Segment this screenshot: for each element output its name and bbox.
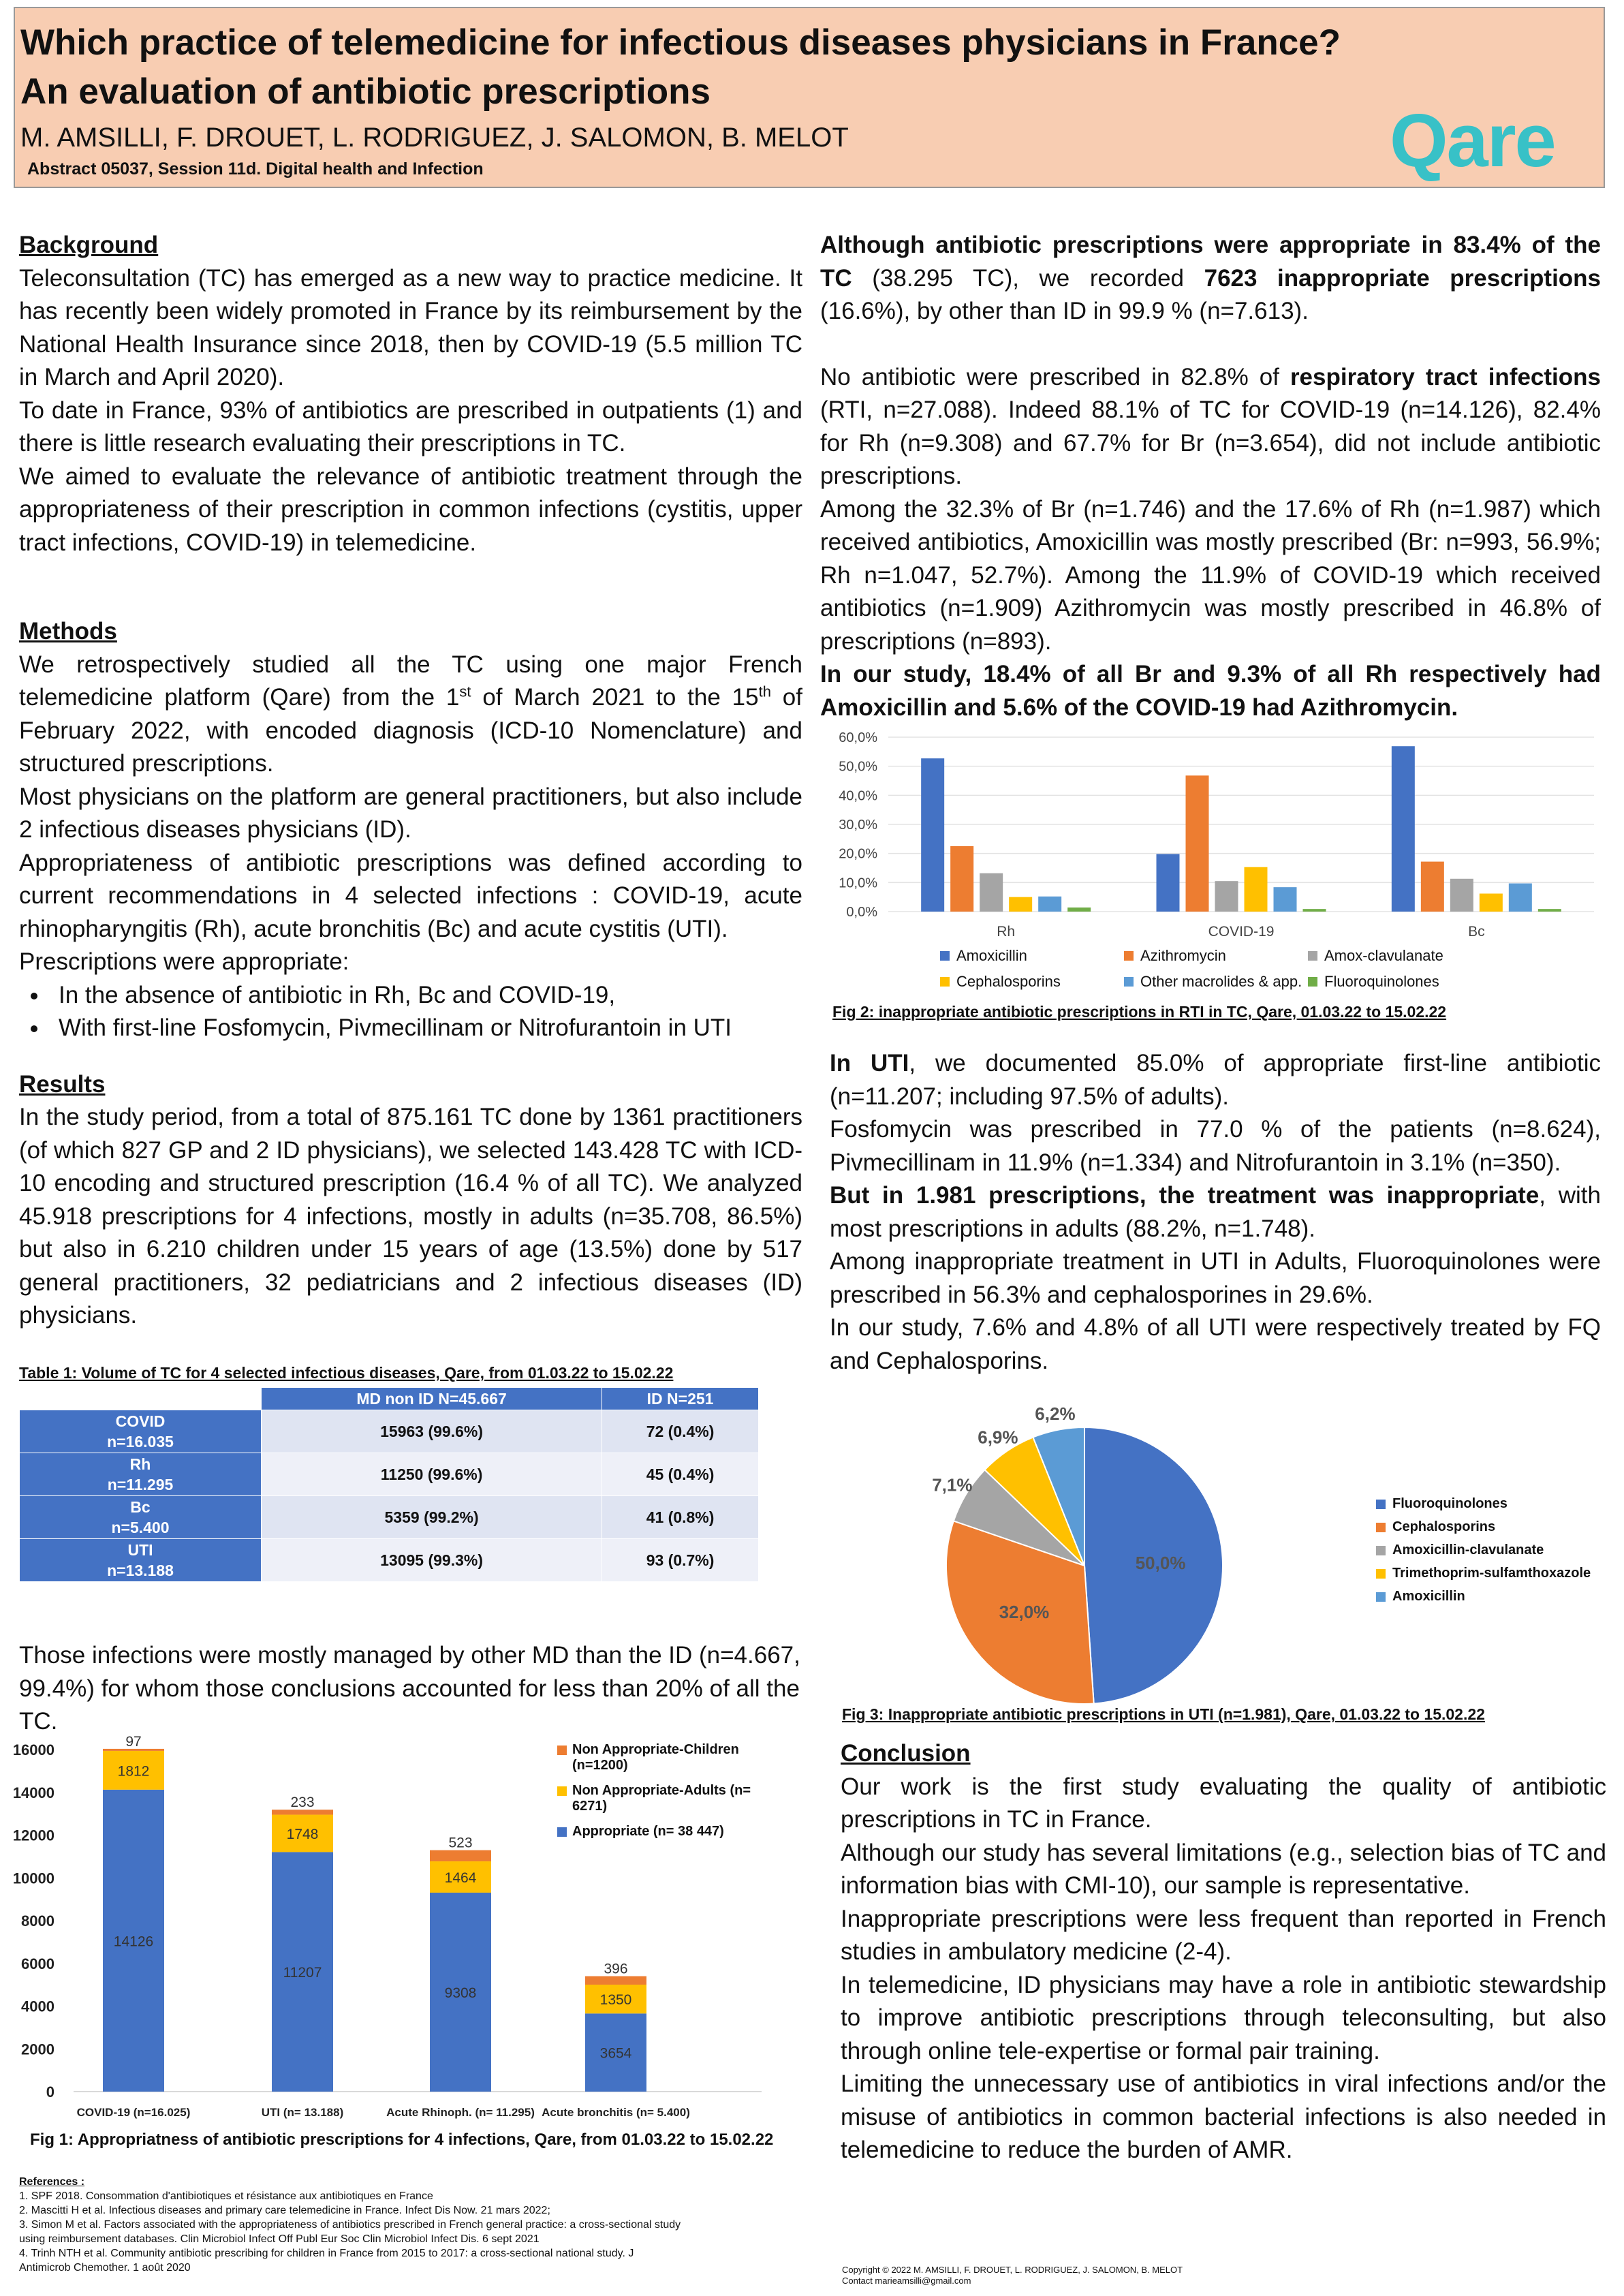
poster-title-line1: Which practice of telemedicine for infectious diseases physicians in France? <box>20 22 1341 63</box>
fig2-caption: Fig 2: inappropriate antibiotic prescriptions in RTI in TC, Qare, 01.03.22 to 15.02.22 <box>832 1003 1447 1021</box>
fig2-y-tick-label: 0,0% <box>846 905 877 920</box>
references <box>19 2175 823 2275</box>
background-heading: Background <box>19 232 159 258</box>
fig1-category-label: Acute Rhinoph. (n= 11.295) <box>386 2106 535 2119</box>
fig2-bar <box>1421 862 1444 912</box>
fig3-pie-chart <box>926 1403 1308 1701</box>
results-heading: Results <box>19 1070 106 1098</box>
fig3-legend-item: Fluoroquinolones <box>1392 1496 1508 1511</box>
results-p1: In the study period, from a total of 875.161 TC done by 1361 practitioners (of which 827 GP and 2 ID physicians), we selected 143.428 TC with ICD-10 encoding and structured prescription (16.4 % of all TC). We analyzed 45.918 prescriptions for 4 infections, mostly in adults (n=35.708, 86.5%) but also in 6.210 children under 15 years of age (13.5%) done by 517 general practitioners, 32 pediatricians and 2 infectious diseases (ID) physicians. <box>19 1104 802 1329</box>
copyright-line: Copyright © 2022 M. AMSILLI, F. DROUET, L. RODRIGUEZ, J. SALOMON, B. MELOT <box>842 2265 1183 2275</box>
reference-item: 1. SPF 2018. Consommation d'antibiotiques et résistance aux antibiotiques en France <box>19 2190 433 2202</box>
fig1-data-label: 233 <box>290 1795 315 1811</box>
fig2-legend-item: Cephalosporins <box>956 973 1061 990</box>
poster-title-line2: An evaluation of antibiotic prescriptions <box>20 72 711 112</box>
reference-item: 4. Trinh NTH et al. Community antibiotic prescribing for children in France from 2015 to 2017: a cross-sectional national study. J <box>19 2248 634 2259</box>
mostly-managed-text: Those infections were mostly managed by other MD than the ID (n=4.667, 99.4%) for whom those conclusions accounted for less than 20% of all the TC. <box>19 1642 800 1735</box>
background-p2: To date in France, 93% of antibiotics are prescribed in outpatients (1) and there is little research evaluating their prescriptions in TC. <box>19 397 802 456</box>
fig3-slice-label: 50,0% <box>1135 1553 1186 1574</box>
fig1-y-tick-label: 12000 <box>12 1827 54 1844</box>
fig2-bar <box>1067 907 1091 912</box>
uti-p2: Fosfomycin was prescribed in 77.0 % of the patients (n=8.624), Pivmecillinam in 11.9% (n=1.334) and Nitrofurantoin in 3.1% (n=350). <box>830 1116 1601 1176</box>
fig2-y-tick-label: 10,0% <box>839 875 877 891</box>
table1 <box>19 1387 759 1582</box>
fig1-bar-segment <box>430 1850 491 1861</box>
table-row: Rh n=11.295 11250 (99.6%) 45 (0.4%) <box>20 1453 759 1496</box>
fig2-category-label: Rh <box>997 924 1016 940</box>
fig3-slice-label: 7,1% <box>932 1474 973 1495</box>
fig3-legend <box>1376 1496 1591 1604</box>
conclusion-p5: Limiting the unnecessary use of antibiotics in viral infections and/or the misuse of antibiotics in common bacterial infections is also needed in telemedicine to reduce the burden of AMR. <box>841 2070 1606 2163</box>
conclusion-p4: In telemedicine, ID physicians may have a role in antibiotic stewardship to improve antibiotic prescriptions through teleconsulting, but also through online tele-expertise or formal pair training. <box>841 1971 1606 2064</box>
fig1-y-tick-label: 16000 <box>12 1741 54 1758</box>
fig1-data-label: 523 <box>448 1835 473 1851</box>
reference-item: 3. Simon M et al. Factors associated with the appropriateness of antibiotics prescribed in French general practice: a cross-sectional study <box>19 2219 681 2231</box>
fig2-y-tick-label: 20,0% <box>839 846 877 862</box>
fig2-legend <box>940 947 1471 991</box>
fig2-category-label: Bc <box>1468 924 1485 940</box>
left-column-text <box>19 229 802 1333</box>
fig1-data-label: 14126 <box>113 1934 154 1950</box>
fig2-bar <box>1009 897 1032 912</box>
methods-p4: Prescriptions were appropriate: <box>19 948 349 975</box>
fig1-data-label: 9308 <box>444 1985 477 2001</box>
rti-p2: Among the 32.3% of Br (n=1.746) and the 17.6% of Rh (n=1.987) which received antibiotics, Amoxicillin was mostly prescribed (Br: n=993, 56.9%; Rh n=1.047, 52.7%). Among the 11.9% of COVID-19 which received antibiotics (n=1.909) Azithromycin was mostly prescribed in 46.8% of prescriptions (n=893). <box>820 495 1601 655</box>
uti-p4: Among inappropriate treatment in UTI in Adults, Fluoroquinolones were prescribed in 56.3% and cephalosporines in 29.6%. <box>830 1248 1601 1308</box>
methods-heading: Methods <box>19 618 117 645</box>
results-summary-p1: Although antibiotic prescriptions were appropriate in 83.4% of the TC (38.295 TC), we recorded 7623 inappropriate prescriptions (16.6%), by other than ID in 99.9 % (n=7.613). <box>820 232 1602 324</box>
fig3-legend-item: Amoxicillin-clavulanate <box>1392 1542 1544 1557</box>
fig2-legend-item: Fluoroquinolones <box>1324 973 1439 990</box>
authors: M. AMSILLI, F. DROUET, L. RODRIGUEZ, J. SALOMON, B. MELOT <box>20 123 849 153</box>
conclusion-p3: Inappropriate prescriptions were less frequent than reported in French studies in ambulatory medicine (2-4). <box>841 1905 1606 1965</box>
fig2-bar <box>1215 881 1238 912</box>
fig1-y-tick-label: 8000 <box>21 1912 54 1929</box>
fig2-bar <box>1303 909 1326 912</box>
conclusion <box>841 1737 1606 2167</box>
reference-item: using reimbursement databases. Clin Microbiol Infect Off Publ Eur Soc Clin Microbiol Infect Dis. 6 sept 2021 <box>19 2233 540 2245</box>
fig2-bar <box>980 873 1003 912</box>
table-row: UTI n=13.188 13095 (99.3%) 93 (0.7%) <box>20 1539 759 1582</box>
methods-bullet: • With first-line Fosfomycin, Pivmecillinam or Nitrofurantoin in UTI <box>49 1012 802 1045</box>
contact-line: Contact marieamsilli@gmail.com <box>842 2276 971 2286</box>
fig2-y-tick-label: 60,0% <box>839 730 877 745</box>
uti-p1: In UTI, we documented 85.0% of appropriate first-line antibiotic (n=11.207; including 97.5% of adults). <box>830 1050 1601 1110</box>
fig2-bar <box>1538 909 1561 912</box>
fig1-data-label: 1350 <box>599 1992 632 2008</box>
fig2-y-tick-label: 40,0% <box>839 788 877 804</box>
fig1-y-tick-label: 0 <box>46 2083 54 2100</box>
table-row: Bc n=5.400 5359 (99.2%) 41 (0.8%) <box>20 1496 759 1539</box>
fig1-legend <box>557 1742 770 1840</box>
fig2-bar <box>921 758 944 912</box>
fig3-slice-label: 6,9% <box>978 1427 1018 1448</box>
fig1-y-tick-label: 10000 <box>12 1870 54 1887</box>
conclusion-p1: Our work is the first study evaluating the quality of antibiotic prescriptions in TC in France. <box>841 1773 1606 1833</box>
conclusion-p2: Although our study has several limitations (e.g., selection bias of TC and information bias with CMI-10), our sample is representative. <box>841 1839 1606 1899</box>
fig2-bar <box>950 846 973 912</box>
fig1-data-label: 1748 <box>286 1826 319 1842</box>
fig1-legend-appropriate: Appropriate (n= 38 447) <box>572 1824 724 1839</box>
fig2-bar <box>1274 887 1297 912</box>
fig1-bar-segment <box>272 1810 333 1814</box>
fig2-category-label: COVID-19 <box>1208 924 1275 940</box>
fig1-y-tick-label: 6000 <box>21 1955 54 1972</box>
references-heading: References : <box>19 2176 85 2188</box>
fig2-legend-item: Amox-clavulanate <box>1324 947 1443 964</box>
fig1-category-label: COVID-19 (n=16.025) <box>76 2106 191 2119</box>
fig3-slice-label: 32,0% <box>999 1601 1050 1622</box>
table1-header-id: ID N=251 <box>602 1388 759 1410</box>
methods-p3: Appropriateness of antibiotic prescriptions was defined according to current recommendations in 4 selected infections : COVID-19, acute rhinopharyngitis (Rh), acute bronchitis (Bc) and acute cystitis (UTI). <box>19 849 802 942</box>
fig1-data-label: 1812 <box>117 1763 150 1780</box>
fig3-caption: Fig 3: Inappropriate antibiotic prescriptions in UTI (n=1.981), Qare, 01.03.22 to 15.02.22 <box>842 1705 1485 1723</box>
background-p1: Teleconsultation (TC) has emerged as a new way to practice medicine. It has recently been widely promoted in France by its reimbursement by the National Health Insurance since 2018, then by COVID-19 (5.5 million TC in March and April 2020). <box>19 264 802 390</box>
rti-p3: In our study, 18.4% of all Br and 9.3% of all Rh respectively had Amoxicillin and 5.6% of the COVID-19 had Azithromycin. <box>820 661 1601 721</box>
rti-p1: No antibiotic were prescribed in 82.8% of respiratory tract infections (RTI, n=27.088). Indeed 88.1% of TC for COVID-19 (n=14.126), 82.4% for Rh (n=9.308) and 67.7% for Br (n=3.654), did not include antibiotic prescriptions. <box>820 363 1601 489</box>
fig2-bar <box>1480 894 1503 912</box>
fig3-legend-item: Cephalosporins <box>1392 1519 1496 1534</box>
methods-bullet: • In the absence of antibiotic in Rh, Bc and COVID-19, <box>49 979 802 1012</box>
table1-caption: Table 1: Volume of TC for 4 selected infectious diseases, Qare, from 01.03.22 to 15.02.22 <box>19 1364 674 1382</box>
fig1-caption: Fig 1: Appropriatness of antibiotic prescriptions for 4 infections, Qare, from 01.03.22 to 15.02.22 <box>30 2130 774 2149</box>
conclusion-heading: Conclusion <box>841 1740 971 1767</box>
fig2-legend-item: Other macrolides & app. <box>1140 973 1302 990</box>
fig1-y-tick-label: 14000 <box>12 1784 54 1801</box>
table1-header-md: MD non ID N=45.667 <box>262 1388 602 1410</box>
fig1-y-tick-label: 2000 <box>21 2041 54 2058</box>
uti-p3: But in 1.981 prescriptions, the treatment was inappropriate, with most prescriptions in adults (88.2%, n=1.748). <box>830 1182 1601 1242</box>
fig2-y-tick-label: 50,0% <box>839 759 877 775</box>
copyright <box>842 2265 1183 2286</box>
fig2-bar <box>1245 867 1268 912</box>
fig1-data-label: 11207 <box>283 1965 322 1981</box>
fig2-bar <box>1450 879 1473 912</box>
fig1-legend-adults: Non Appropriate-Adults (n= 6271) <box>572 1783 751 1814</box>
qare-logo: Qare <box>1390 99 1555 183</box>
background-p3: We aimed to evaluate the relevance of antibiotic treatment through the appropriateness of their prescription in common infections (cystitis, upper tract infections, COVID-19) in telemedicine. <box>19 463 802 556</box>
reference-item: Antimicrob Chemother. 1 août 2020 <box>19 2262 191 2274</box>
fig1-bar-segment <box>585 1976 646 1985</box>
reference-item: 2. Mascitti H et al. Infectious diseases and primary care telemedicine in France. Infect Dis Now. 21 mars 2022; <box>19 2205 550 2216</box>
fig1-legend-children: Non Appropriate-Children (n=1200) <box>572 1742 739 1773</box>
poster-header <box>14 7 1605 188</box>
fig2-legend-item: Amoxicillin <box>956 947 1027 964</box>
fig2-bar <box>1038 897 1061 912</box>
fig1-category-label: UTI (n= 13.188) <box>261 2106 344 2119</box>
fig3-legend-item: Trimethoprim-sulfamthoxazole <box>1392 1566 1591 1581</box>
uti-p5: In our study, 7.6% and 4.8% of all UTI were respectively treated by FQ and Cephalosporins. <box>830 1314 1601 1374</box>
abstract-session: Abstract 05037, Session 11d. Digital health and Infection <box>27 159 484 179</box>
fig2-bar <box>1509 884 1532 912</box>
fig1-data-label: 97 <box>125 1733 142 1750</box>
fig1-data-label: 396 <box>604 1961 628 1977</box>
table-row: COVID n=16.035 15963 (99.6%) 72 (0.4%) <box>20 1410 759 1453</box>
methods-p1: We retrospectively studied all the TC using one major French telemedicine platform (Qare) from the 1st of March 2021 to the 15th of February 2022, with encoded diagnosis (ICD-10 Nomenclature) and structured prescriptions. <box>19 651 802 777</box>
fig2-bar <box>1392 746 1415 912</box>
fig2-legend-item: Azithromycin <box>1140 947 1226 964</box>
fig3-slice-label: 6,2% <box>1035 1403 1076 1424</box>
right-column-text <box>820 229 1601 724</box>
fig1-data-label: 3654 <box>599 2045 632 2062</box>
fig2-y-tick-label: 30,0% <box>839 818 877 833</box>
fig1-y-tick-label: 4000 <box>21 1998 54 2015</box>
methods-p2: Most physicians on the platform are general practitioners, but also include 2 infectious diseases physicians (ID). <box>19 783 802 843</box>
fig1-category-label: Acute bronchitis (n= 5.400) <box>542 2106 690 2119</box>
uti-text <box>830 1047 1601 1378</box>
methods-bullets <box>19 979 802 1045</box>
fig1-data-label: 1464 <box>444 1870 477 1886</box>
fig2-bar <box>1186 775 1209 912</box>
fig3-legend-item: Amoxicillin <box>1392 1589 1465 1604</box>
fig2-bar <box>1157 854 1180 912</box>
